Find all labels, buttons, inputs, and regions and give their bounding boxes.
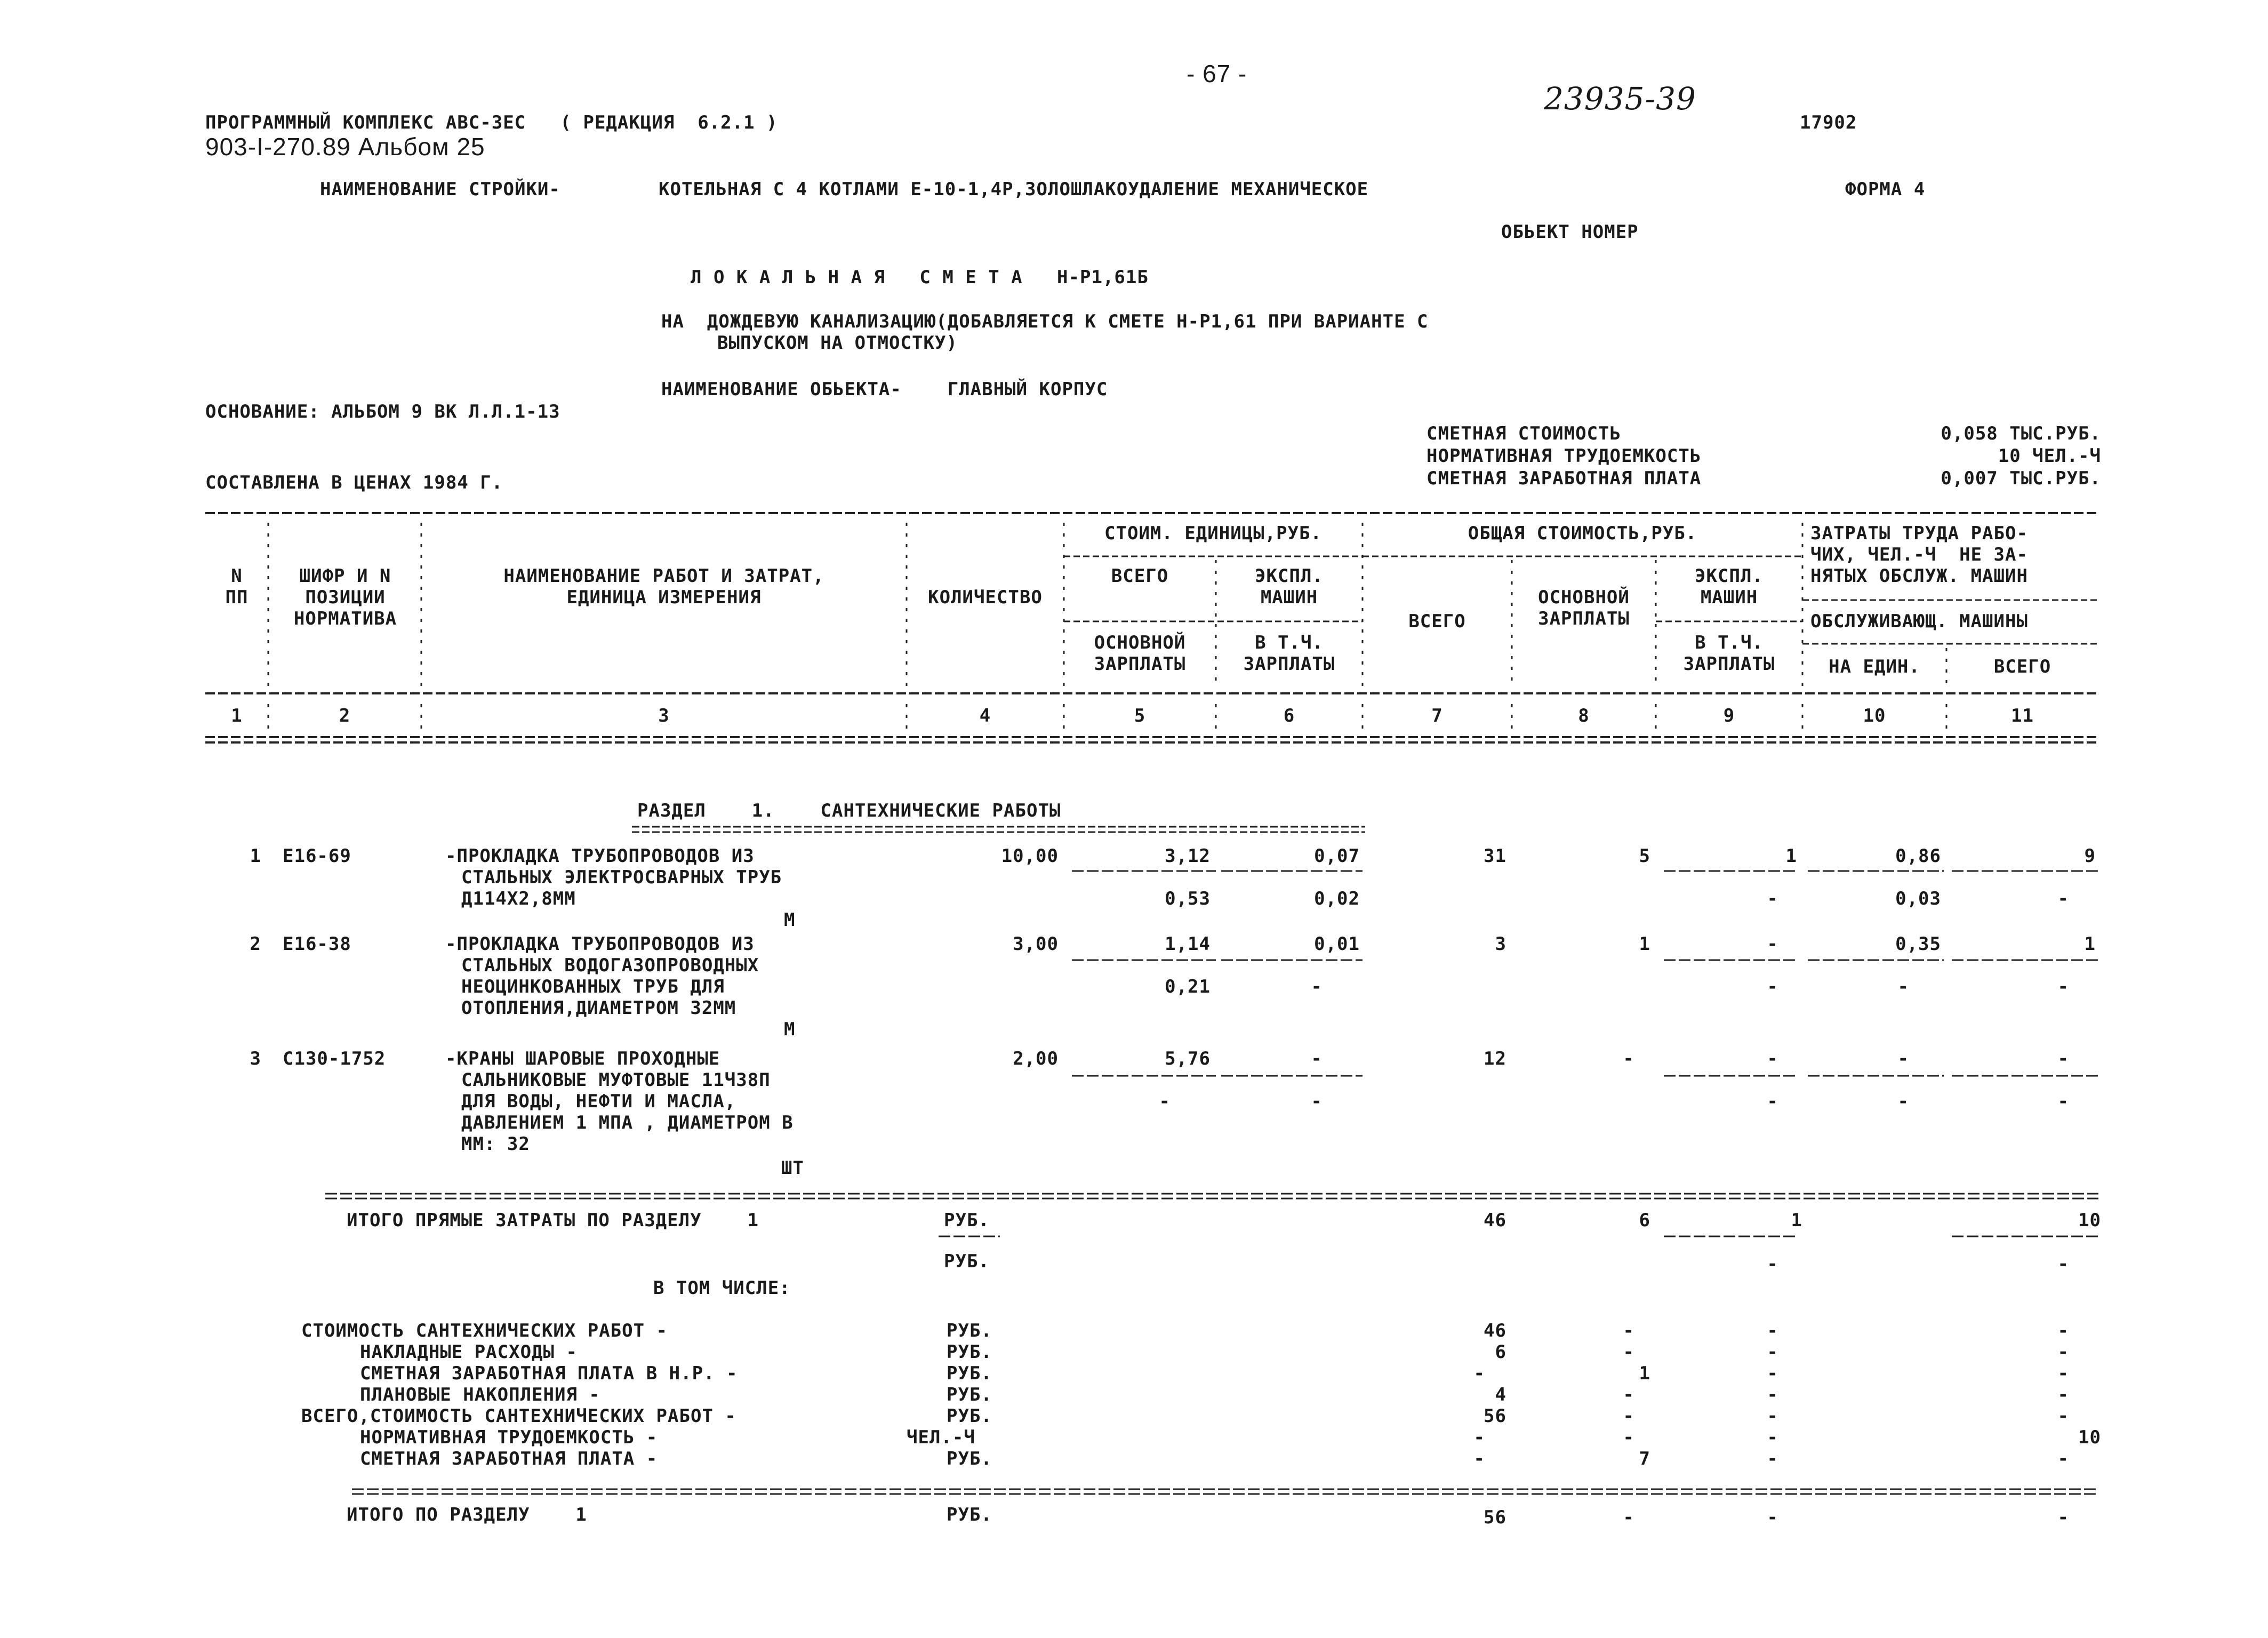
row-labor-unit: 0,86 xyxy=(1895,845,1941,867)
row-total-osn: 1 xyxy=(1639,933,1650,955)
row-labor-total-obsl: - xyxy=(2057,976,2069,997)
row-name-line: Д114Х2,8ММ xyxy=(461,888,576,909)
header-col-number: N ПП xyxy=(225,565,249,608)
itogo-section-label: ИТОГО ПО РАЗДЕЛУ 1 xyxy=(347,1504,587,1525)
row-name-line: СТАЛЬНЫХ ВОДОГАЗОПРОВОДНЫХ xyxy=(461,955,759,976)
row-name-line: ММ: 32 xyxy=(461,1133,530,1155)
column-number: 1 xyxy=(231,705,243,726)
summary-value: 0,007 ТЫС.РУБ. xyxy=(1941,468,2101,489)
row-unit-zarplata: 0,21 xyxy=(1165,976,1211,997)
breakdown-osn: 1 xyxy=(1639,1363,1650,1384)
header-total-ekspl: ЭКСПЛ. МАШИН xyxy=(1695,565,1764,608)
row-name-line: ОТОПЛЕНИЯ,ДИАМЕТРОМ 32ММ xyxy=(461,997,736,1019)
itogo-direct-ekspl: 1 xyxy=(1791,1210,1802,1231)
column-number: 5 xyxy=(1134,705,1146,726)
row-name-line: -ПРОКЛАДКА ТРУБОПРОВОДОВ ИЗ xyxy=(445,845,755,867)
breakdown-unit: РУБ. xyxy=(947,1341,992,1363)
row-unit: М xyxy=(784,909,796,931)
breakdown-unit: РУБ. xyxy=(947,1363,992,1384)
breakdown-total: - xyxy=(1473,1448,1485,1469)
row-total-ekspl: - xyxy=(1767,1048,1778,1069)
breakdown-label: ВСЕГО,СТОИМОСТЬ САНТЕХНИЧЕСКИХ РАБОТ - xyxy=(301,1405,736,1427)
row-unit-zarplata: - xyxy=(1159,1091,1171,1112)
summary-value: 10 ЧЕЛ.-Ч xyxy=(1998,445,2101,467)
row-number: 1 xyxy=(250,845,261,867)
row-total-ekspl: 1 xyxy=(1785,845,1797,867)
breakdown-unit: РУБ. xyxy=(947,1448,992,1469)
breakdown-label: НАКЛАДНЫЕ РАСХОДЫ - xyxy=(360,1341,578,1363)
row-code: Е16-38 xyxy=(283,933,351,955)
row-total: 12 xyxy=(1484,1048,1506,1069)
breakdown-label: НОРМАТИВНАЯ ТРУДОЕМКОСТЬ - xyxy=(360,1427,658,1448)
row-total: 31 xyxy=(1484,845,1506,867)
column-number: 7 xyxy=(1431,705,1443,726)
header-labor-vsego: ВСЕГО xyxy=(1993,656,2051,677)
breakdown-unit: РУБ. xyxy=(947,1384,992,1405)
itogo-section-total: 56 xyxy=(1484,1507,1506,1528)
itogo-direct-labor-2: - xyxy=(2057,1253,2069,1275)
breakdown-osn: - xyxy=(1623,1320,1634,1341)
header-total-osn-zarplaty: ОСНОВНОЙ ЗАРПЛАТЫ xyxy=(1538,587,1630,629)
header-col-name: НАИМЕНОВАНИЕ РАБОТ И ЗАТРАТ, ЕДИНИЦА ИЗМЕРЕНИЯ xyxy=(503,565,824,608)
purpose-line-1: НА ДОЖДЕВУЮ КАНАЛИЗАЦИЮ(ДОБАВЛЯЕТСЯ К СМЕТЕ Н-Р1,61 ПРИ ВАРИАНТЕ С xyxy=(661,311,1429,332)
breakdown-labor: - xyxy=(2057,1341,2069,1363)
breakdown-ekspl: - xyxy=(1767,1448,1778,1469)
smeta-title: Л О К А Л Ь Н А Я С М Е Т А Н-Р1,61Б xyxy=(691,267,1149,288)
breakdown-total: 6 xyxy=(1495,1341,1506,1363)
itogo-direct-total: 46 xyxy=(1484,1210,1506,1231)
row-total-ekspl: - xyxy=(1767,933,1778,955)
build-name-label: НАИМЕНОВАНИЕ СТРОЙКИ- xyxy=(320,179,560,200)
breakdown-ekspl: - xyxy=(1767,1427,1778,1448)
row-unit: ШТ xyxy=(781,1157,804,1179)
breakdown-osn: - xyxy=(1623,1405,1634,1427)
itogo-section-unit: РУБ. xyxy=(947,1504,992,1525)
section-title: РАЗДЕЛ 1. САНТЕХНИЧЕСКИЕ РАБОТЫ xyxy=(637,800,1061,821)
itogo-direct-label: ИТОГО ПРЯМЫЕ ЗАТРАТЫ ПО РАЗДЕЛУ 1 xyxy=(347,1210,759,1231)
row-unit-ekspl: 0,01 xyxy=(1314,933,1360,955)
row-labor-total: 9 xyxy=(2084,845,2096,867)
row-unit-cost: 3,12 xyxy=(1165,845,1211,867)
album-reference: 903-I-270.89 Альбом 25 xyxy=(205,133,485,161)
itogo-direct-osn: 6 xyxy=(1639,1210,1650,1231)
itogo-direct-ekspl-zarplata: - xyxy=(1767,1253,1778,1275)
object-name: НАИМЕНОВАНИЕ ОБЬЕКТА- ГЛАВНЫЙ КОРПУС xyxy=(661,379,1108,400)
row-total: 3 xyxy=(1495,933,1506,955)
header-unit-osn-zarplaty: ОСНОВНОЙ ЗАРПЛАТЫ xyxy=(1094,632,1186,675)
prices-basis: СОСТАВЛЕНА В ЦЕНАХ 1984 Г. xyxy=(205,472,503,493)
row-labor-unit: - xyxy=(1897,1048,1909,1069)
breakdown-labor: - xyxy=(2057,1384,2069,1405)
breakdown-labor: 10 xyxy=(2078,1427,2101,1448)
row-unit-ekspl-zarplata: - xyxy=(1311,976,1323,997)
row-labor-total: - xyxy=(2057,1048,2069,1069)
stamp-number: 17902 xyxy=(1800,112,1857,133)
header-labor: ЗАТРАТЫ ТРУДА РАБО- ЧИХ, ЧЕЛ.-Ч НЕ ЗА- НЯТЫХ ОБСЛУЖ. МАШИН xyxy=(1810,523,2028,587)
row-total-ekspl-zarplata: - xyxy=(1767,888,1778,909)
row-labor-unit-obsl: - xyxy=(1897,1091,1909,1112)
row-quantity: 2,00 xyxy=(1013,1048,1059,1069)
form-label: ФОРМА 4 xyxy=(1845,179,1926,200)
v-tom-chisle: В ТОМ ЧИСЛЕ: xyxy=(653,1277,791,1299)
column-number: 2 xyxy=(339,705,351,726)
row-unit-zarplata: 0,53 xyxy=(1165,888,1211,909)
breakdown-total: 4 xyxy=(1495,1384,1506,1405)
breakdown-unit: ЧЕЛ.-Ч xyxy=(907,1427,975,1448)
breakdown-labor: - xyxy=(2057,1405,2069,1427)
breakdown-label: ПЛАНОВЫЕ НАКОПЛЕНИЯ - xyxy=(360,1384,600,1405)
header-unit-vtch: В Т.Ч. ЗАРПЛАТЫ xyxy=(1243,632,1335,675)
breakdown-total: 56 xyxy=(1484,1405,1506,1427)
row-quantity: 10,00 xyxy=(1001,845,1059,867)
breakdown-total: - xyxy=(1473,1427,1485,1448)
itogo-direct-unit-2: РУБ. xyxy=(944,1251,990,1272)
breakdown-osn: 7 xyxy=(1639,1448,1650,1469)
itogo-section-labor: - xyxy=(2057,1507,2069,1528)
row-total-ekspl-zarplata: - xyxy=(1767,1091,1778,1112)
header-total-vsego: ВСЕГО xyxy=(1408,611,1466,632)
row-name-line: НЕОЦИНКОВАННЫХ ТРУБ ДЛЯ xyxy=(461,976,725,997)
header-na-edin: НА ЕДИН. xyxy=(1829,656,1920,677)
breakdown-label: СТОИМОСТЬ САНТЕХНИЧЕСКИХ РАБОТ - xyxy=(301,1320,668,1341)
page-number: - 67 - xyxy=(1187,60,1247,87)
breakdown-labor: - xyxy=(2057,1320,2069,1341)
row-labor-total-obsl: - xyxy=(2057,1091,2069,1112)
itogo-section-osn: - xyxy=(1623,1507,1634,1528)
row-quantity: 3,00 xyxy=(1013,933,1059,955)
itogo-direct-unit: РУБ. xyxy=(944,1210,990,1231)
row-unit-ekspl: 0,07 xyxy=(1314,845,1360,867)
breakdown-total: - xyxy=(1473,1363,1485,1384)
summary-value: 0,058 ТЫС.РУБ. xyxy=(1941,423,2101,444)
row-code: Е16-69 xyxy=(283,845,351,867)
breakdown-ekspl: - xyxy=(1767,1363,1778,1384)
row-total-osn: 5 xyxy=(1639,845,1650,867)
row-unit-cost: 1,14 xyxy=(1165,933,1211,955)
breakdown-ekspl: - xyxy=(1767,1320,1778,1341)
column-number: 9 xyxy=(1723,705,1735,726)
row-number: 2 xyxy=(250,933,261,955)
object-number: ОБЬЕКТ НОМЕР xyxy=(1501,221,1639,243)
build-name: КОТЕЛЬНАЯ С 4 КОТЛАМИ Е-10-1,4Р,ЗОЛОШЛАКОУДАЛЕНИЕ МЕХАНИЧЕСКОЕ xyxy=(659,179,1369,200)
row-total-ekspl-zarplata: - xyxy=(1767,976,1778,997)
row-labor-unit-obsl: 0,03 xyxy=(1895,888,1941,909)
column-number: 3 xyxy=(658,705,670,726)
row-labor-total: 1 xyxy=(2084,933,2096,955)
breakdown-osn: - xyxy=(1623,1427,1634,1448)
column-number: 10 xyxy=(1863,705,1886,726)
summary-label: СМЕТНАЯ ЗАРАБОТНАЯ ПЛАТА xyxy=(1426,468,1702,489)
row-total-osn: - xyxy=(1623,1048,1634,1069)
column-number: 8 xyxy=(1578,705,1590,726)
row-name-line: ДАВЛЕНИЕМ 1 МПА , ДИАМЕТРОМ В xyxy=(461,1112,794,1133)
row-labor-unit-obsl: - xyxy=(1897,976,1909,997)
breakdown-unit: РУБ. xyxy=(947,1320,992,1341)
header-unit-cost: СТОИМ. ЕДИНИЦЫ,РУБ. xyxy=(1104,523,1322,544)
row-unit-cost: 5,76 xyxy=(1165,1048,1211,1069)
breakdown-label: СМЕТНАЯ ЗАРАБОТНАЯ ПЛАТА - xyxy=(360,1448,658,1469)
column-number: 6 xyxy=(1283,705,1295,726)
header-col-quantity: КОЛИЧЕСТВО xyxy=(928,587,1043,608)
row-unit-ekspl: - xyxy=(1311,1048,1323,1069)
basis: ОСНОВАНИЕ: АЛЬБОМ 9 ВК Л.Л.1-13 xyxy=(205,401,560,422)
row-name-line: -ПРОКЛАДКА ТРУБОПРОВОДОВ ИЗ xyxy=(445,933,755,955)
row-labor-unit: 0,35 xyxy=(1895,933,1941,955)
header-col-code: ШИФР И N ПОЗИЦИИ НОРМАТИВА xyxy=(293,565,397,629)
row-unit-ekspl-zarplata: 0,02 xyxy=(1314,888,1360,909)
row-name-line: ДЛЯ ВОДЫ, НЕФТИ И МАСЛА, xyxy=(461,1091,736,1112)
breakdown-osn: - xyxy=(1623,1384,1634,1405)
breakdown-total: 46 xyxy=(1484,1320,1506,1341)
header-total-cost: ОБЩАЯ СТОИМОСТЬ,РУБ. xyxy=(1468,523,1697,544)
breakdown-ekspl: - xyxy=(1767,1384,1778,1405)
breakdown-label: СМЕТНАЯ ЗАРАБОТНАЯ ПЛАТА В Н.Р. - xyxy=(360,1363,738,1384)
itogo-direct-labor: 10 xyxy=(2078,1210,2101,1231)
row-labor-total-obsl: - xyxy=(2057,888,2069,909)
handwritten-code: 23935-39 xyxy=(1544,81,1696,117)
row-name-line: САЛЬНИКОВЫЕ МУФТОВЫЕ 11Ч38П xyxy=(461,1069,771,1091)
summary-label: СМЕТНАЯ СТОИМОСТЬ xyxy=(1426,423,1621,444)
column-number: 11 xyxy=(2011,705,2034,726)
column-number: 4 xyxy=(979,705,991,726)
header-unit-vsego: ВСЕГО xyxy=(1111,565,1169,587)
program-info: ПРОГРАММНЫЙ КОМПЛЕКС АВС-3ЕС ( РЕДАКЦИЯ 6.2.1 ) xyxy=(205,112,778,133)
row-name-line: СТАЛЬНЫХ ЭЛЕКТРОСВАРНЫХ ТРУБ xyxy=(461,867,782,888)
breakdown-labor: - xyxy=(2057,1363,2069,1384)
row-number: 3 xyxy=(250,1048,261,1069)
breakdown-unit: РУБ. xyxy=(947,1405,992,1427)
row-name-line: -КРАНЫ ШАРОВЫЕ ПРОХОДНЫЕ xyxy=(445,1048,720,1069)
purpose-line-2: ВЫПУСКОМ НА ОТМОСТКУ) xyxy=(717,332,958,354)
breakdown-ekspl: - xyxy=(1767,1405,1778,1427)
row-unit-ekspl-zarplata: - xyxy=(1311,1091,1323,1112)
breakdown-labor: - xyxy=(2057,1448,2069,1469)
summary-label: НОРМАТИВНАЯ ТРУДОЕМКОСТЬ xyxy=(1426,445,1702,467)
breakdown-osn: - xyxy=(1623,1341,1634,1363)
row-code: С130-1752 xyxy=(283,1048,386,1069)
row-unit: М xyxy=(784,1019,796,1040)
header-total-vtch: В Т.Ч. ЗАРПЛАТЫ xyxy=(1683,632,1775,675)
itogo-section-ekspl: - xyxy=(1767,1507,1778,1528)
breakdown-ekspl: - xyxy=(1767,1341,1778,1363)
header-labor-obsl: ОБСЛУЖИВАЮЩ. МАШИНЫ xyxy=(1810,611,2028,632)
header-unit-ekspl: ЭКСПЛ. МАШИН xyxy=(1255,565,1324,608)
